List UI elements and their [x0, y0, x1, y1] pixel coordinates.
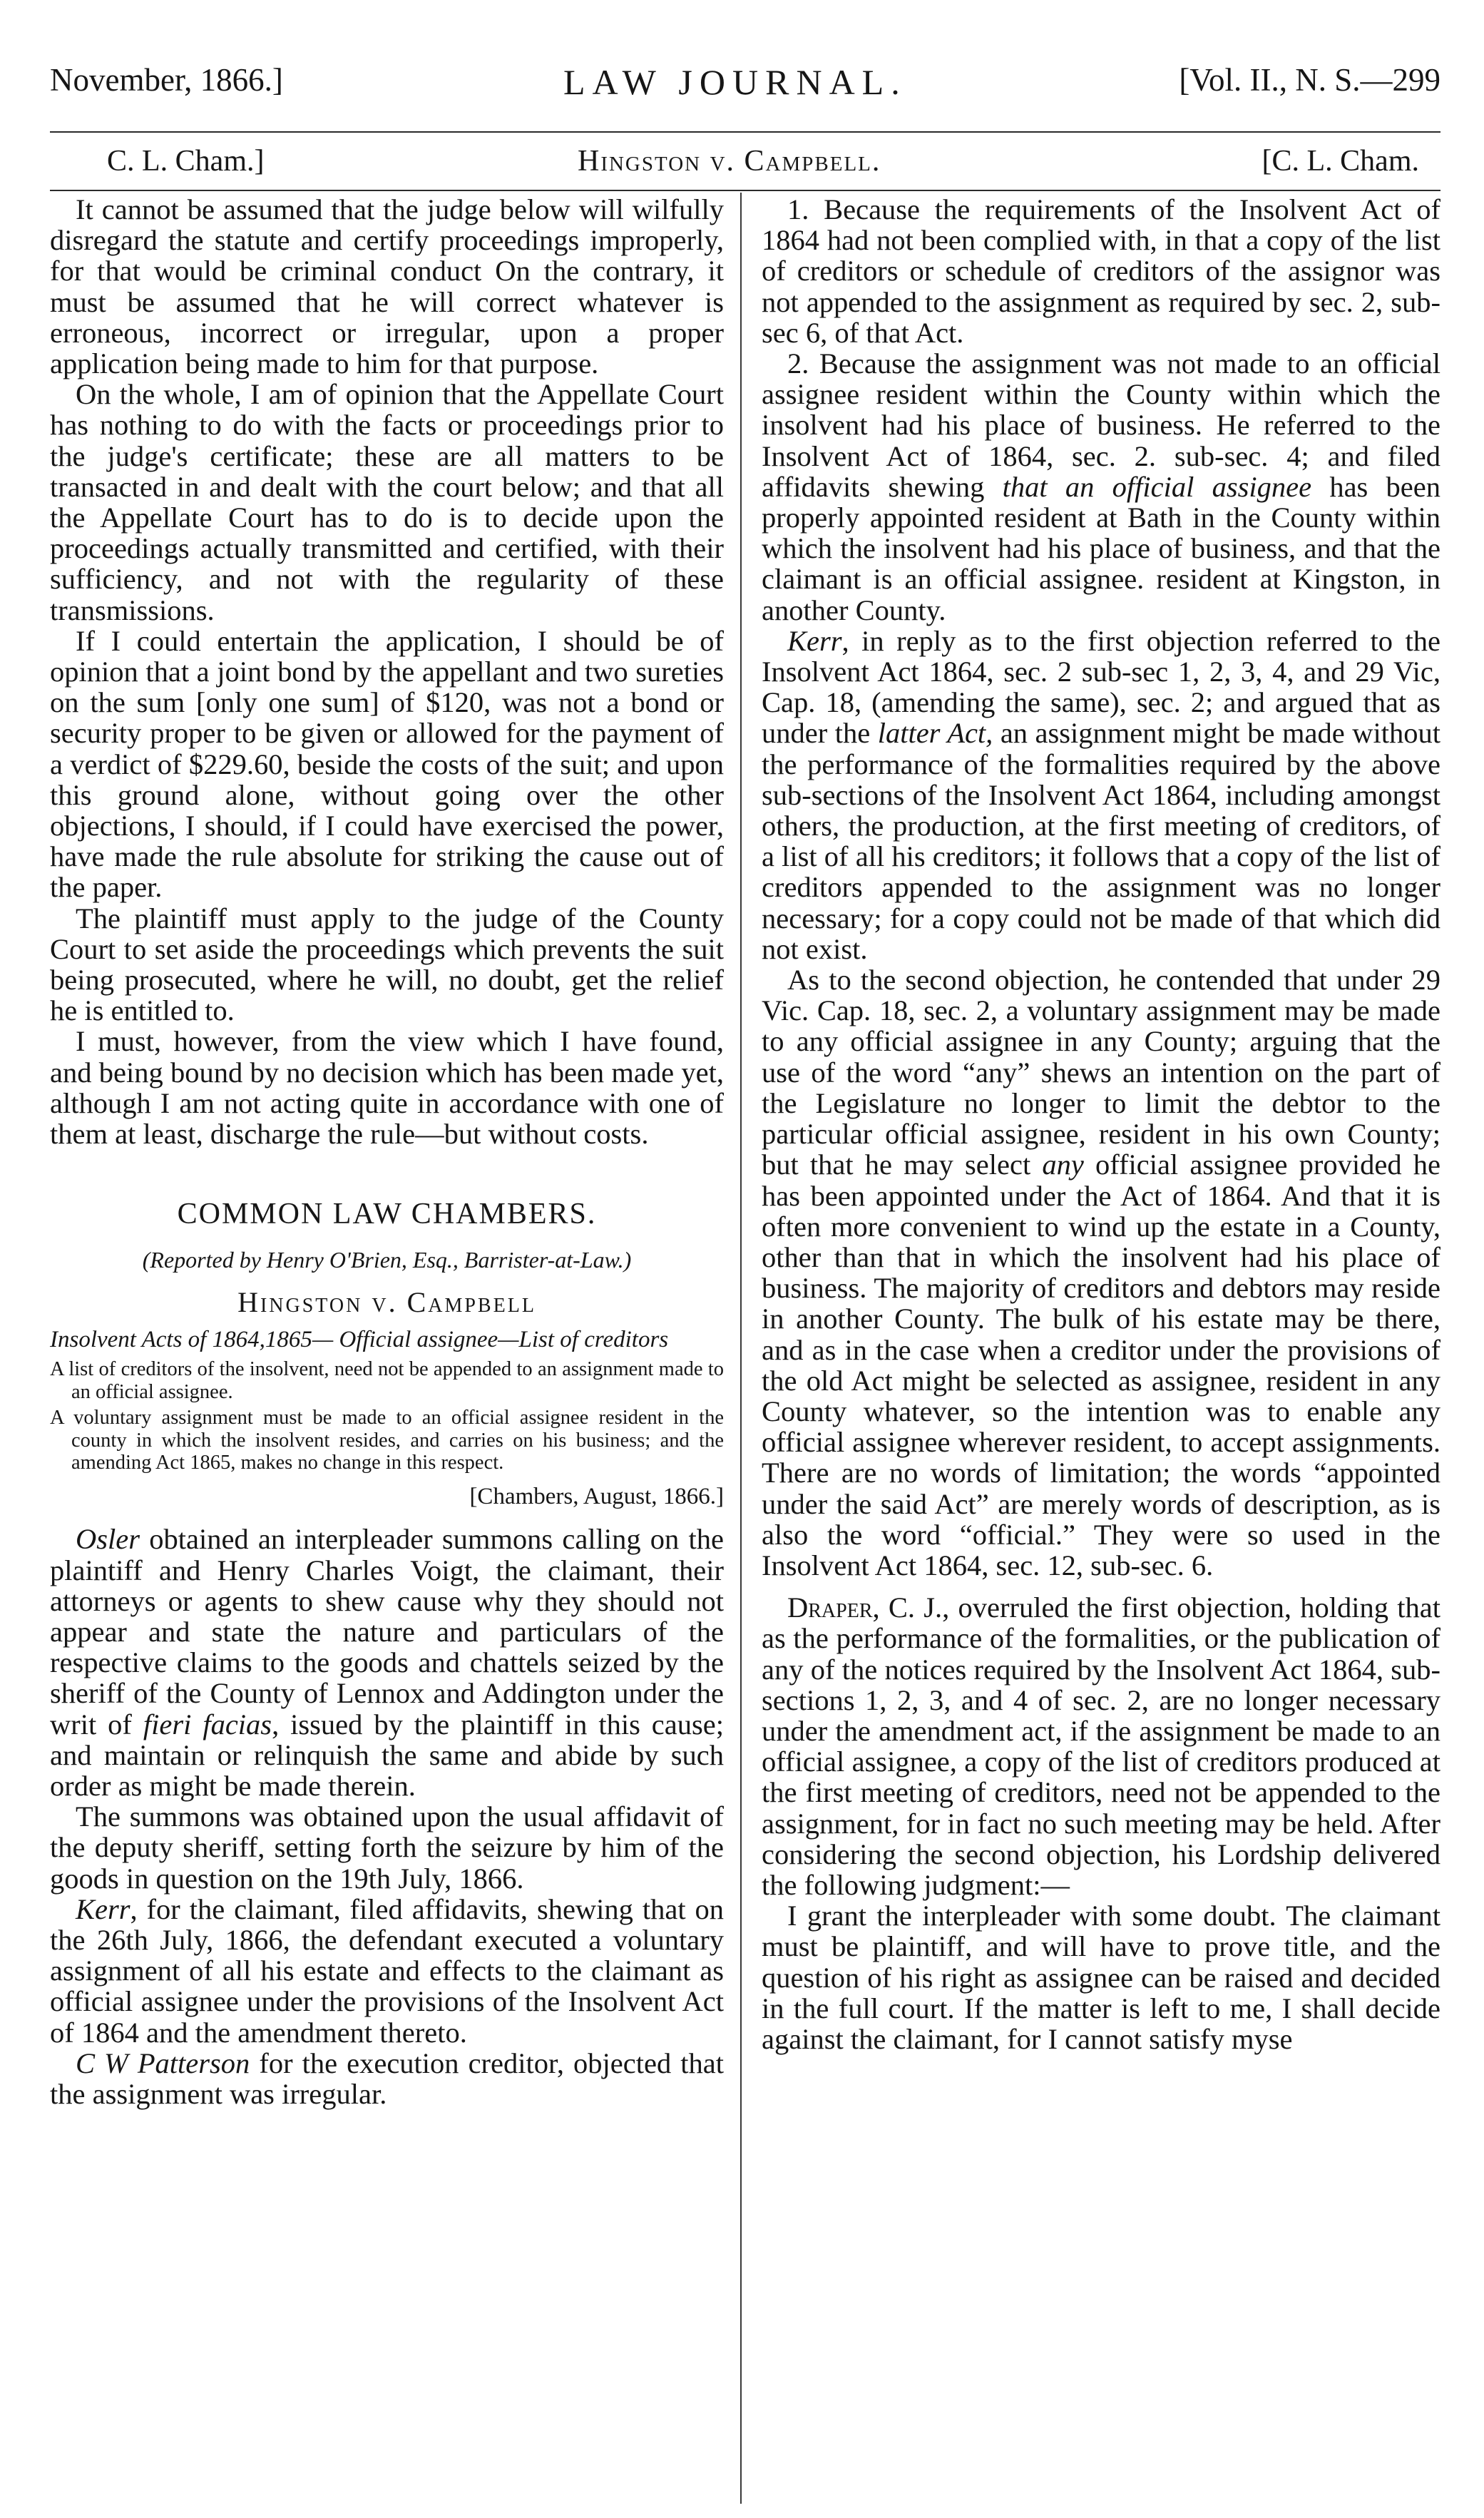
case-name: Hingston v. Campbell: [237, 1285, 536, 1318]
header-rule: [50, 131, 1440, 133]
paragraph: Kerr, in reply as to the first objection referred to the Insolvent Act 1864, sec. 2 sub-sec 1, 2, 3, 4, and 29 Vic, Cap. 18, (amending the same), sec. 2; and argued that as under the latter Act, an assignment might be made without the performance of the formalities required by the above sub-sections of the Insolvent Act 1864, including amongst others, the production, at the first meeting of creditors, of a list of all his creditors; it follows that a copy of the list of creditors appended to the assignment was no longer necessary; for a copy could not be made of that which did not exist.: [762, 624, 1440, 965]
header-volume-page: [Vol. II., N. S.—299: [1179, 62, 1440, 98]
section-title: COMMON LAW CHAMBERS.: [177, 1198, 597, 1231]
chambers-date: [Chambers, August, 1866.]: [469, 1484, 724, 1510]
headnote: A voluntary assignment must be made to an official assignee resident in the county in which the insolvent resides, and carries on his business; and the amending Act 1865, makes no change in this respect.: [50, 1406, 724, 1474]
paragraph: As to the second objection, he contended that under 29 Vic. Cap. 18, sec. 2, a voluntary assignment may be made to any official assignee in any County; arguing that the use of the word “any” shews an intention on the part of the Legislature no longer to limit the debtor to the particular official assignee, resident in his own County; but that he may select any official assignee provided he has been appointed under the Act of 1864. And that it is often more convenient to wind up the estate in a County, other than that in which the insolvent had his place of business. The majority of creditors and debtors may reside in another County. The bulk of his estate may be there, and as in the case when a creditor under the provisions of the old Act might be selected as assignee, resident in any County whatever, so the intention was to enable any official assignee wherever resident, to accept assignments. There are no words of limitation; the words “appointed under the said Act” are merely words of description, as is also the word “official.” They were so used in the Insolvent Act 1864, sec. 12, sub-sec. 6.: [762, 964, 1440, 1581]
counsel-name: C W Patterson: [76, 2046, 250, 2079]
paragraph: Kerr, for the claimant, filed affidavits, shewing that on the 26th July, 1866, the defendant executed a voluntary assignment of all his estate and effects to the claimant as official assignee under the provisions of the Insolvent Act of 1864 and the amendment thereto.: [50, 1892, 724, 2049]
right-column: [762, 194, 1440, 2054]
paragraph: C W Patterson for the execution creditor, objected that the assignment was irregular.: [50, 2046, 724, 2110]
column-divider: [740, 193, 742, 2504]
headnote: A list of creditors of the insolvent, need not be appended to an assignment made to an official assignee.: [50, 1358, 724, 1403]
paragraph: 1. Because the requirements of the Insolvent Act of 1864 had not been complied with, in that a copy of the list of creditors or schedule of creditors of the assignor was not appended to the assignment as required by sec. 2, sub-sec 6, of that Act.: [762, 193, 1440, 349]
subheader-rule: [50, 190, 1440, 191]
counsel-name: Kerr: [76, 1892, 131, 1925]
subheader-case-name: Hingston v. Campbell.: [578, 145, 881, 178]
paragraph: It cannot be assumed that the judge below will wilfully disregard the statute and certify proceedings improperly, for that would be criminal conduct On the contrary, it must be assumed that he will correct whatever is erroneous, incorrect or irregular, upon a proper application being made to him for that purpose.: [50, 193, 724, 380]
running-subheader: [107, 144, 1419, 187]
left-column: [50, 194, 724, 2109]
paragraph: I must, however, from the view which I have found, and being bound by no decision which has been made yet, although I am not acting quite in accordance with one of them at least, discharge the rule—but without costs.: [50, 1025, 724, 1151]
paragraph: The summons was obtained upon the usual affidavit of the deputy sheriff, setting forth the seizure by him of the goods in question on the 19th July, 1866.: [50, 1800, 724, 1895]
paragraph: I grant the interpleader with some doubt. The claimant must be plaintiff, and will have to prove title, and the question of his right as assignee can be raised and decided in the full court. If the matter is left to me, I shall decide against the claimant, for I cannot satisfy myse: [762, 1900, 1440, 2055]
running-header: [50, 61, 1440, 116]
journal-title: LAW JOURNAL.: [563, 62, 907, 102]
paragraph: If I could entertain the application, I should be of opinion that a joint bond by the appellant and two sureties on the sum [only one sum] of $120, was not a bond or security proper to be given or allowed for the payment of a verdict of $229.60, beside the costs of the suit; and upon this ground alone, without going over the other objections, I should, if I could have exercised the power, have made the rule absolute for striking the cause out of the paper.: [50, 624, 724, 904]
paragraph: The plaintiff must apply to the judge of the County Court to set aside the proceedings which prevents the suit being prosecuted, where he will, no doubt, get the relief he is entitled to.: [50, 902, 724, 1027]
paragraph: Draper, C. J., overruled the first objection, holding that as the performance of the formalities, or the publication of any of the notices required by the Insolvent Act 1864, sub-sections 1, 2, 3, and 4 of sec. 2, are no longer necessary under the amendment act, if the assignment be made to an official assignee, a copy of the list of creditors produced at the first meeting of creditors, need not be appended to the assignment, for in fact no such meeting may be held. After considering the second objection, his Lordship delivered the following judgment:—: [762, 1591, 1440, 1901]
header-date: November, 1866.]: [50, 62, 283, 98]
paragraph: 2. Because the assignment was not made to an official assignee resident within the County within which the insolvent had his place of business. He referred to the Insolvent Act of 1864, sec. 2. sub-sec. 4; and filed affidavits shewing that an official assignee has been properly appointed resident at Bath in the County within which the insolvent had his place of business, and that the claimant is an official assignee. resident at Kingston, in another County.: [762, 347, 1440, 626]
judge-name: Draper, C. J.: [787, 1591, 943, 1624]
headnote-topic: Insolvent Acts of 1864,1865— Official assignee—List of creditors: [50, 1326, 669, 1352]
subheader-section-right: [C. L. Cham.: [1262, 145, 1419, 178]
subheader-section-left: C. L. Cham.]: [107, 145, 265, 178]
counsel-name: Kerr: [787, 624, 842, 657]
counsel-name: Osler: [76, 1523, 140, 1556]
reporter-line: (Reported by Henry O'Brien, Esq., Barrister-at-Law.): [142, 1246, 632, 1273]
paragraph: Osler obtained an interpleader summons calling on the plaintiff and Henry Charles Voigt, the claimant, their attorneys or agents to shew cause why they should not appear and state the nature and particulars of the respective claims to the goods and chattels seized by the sheriff of the County of Lennox and Addington under the writ of fieri facias, issued by the plaintiff in this cause; and maintain or relinquish the same and abide by such order as might be made therein.: [50, 1523, 724, 1802]
paragraph: On the whole, I am of opinion that the Appellate Court has nothing to do with the facts or proceedings prior to the judge's certificate; these are all matters to be transacted in and dealt with the court below; and that all the Appellate Court has to do is to decide upon the proceedings actually transmitted and certified, with their sufficiency, and not with the regularity of these transmissions.: [50, 378, 724, 626]
